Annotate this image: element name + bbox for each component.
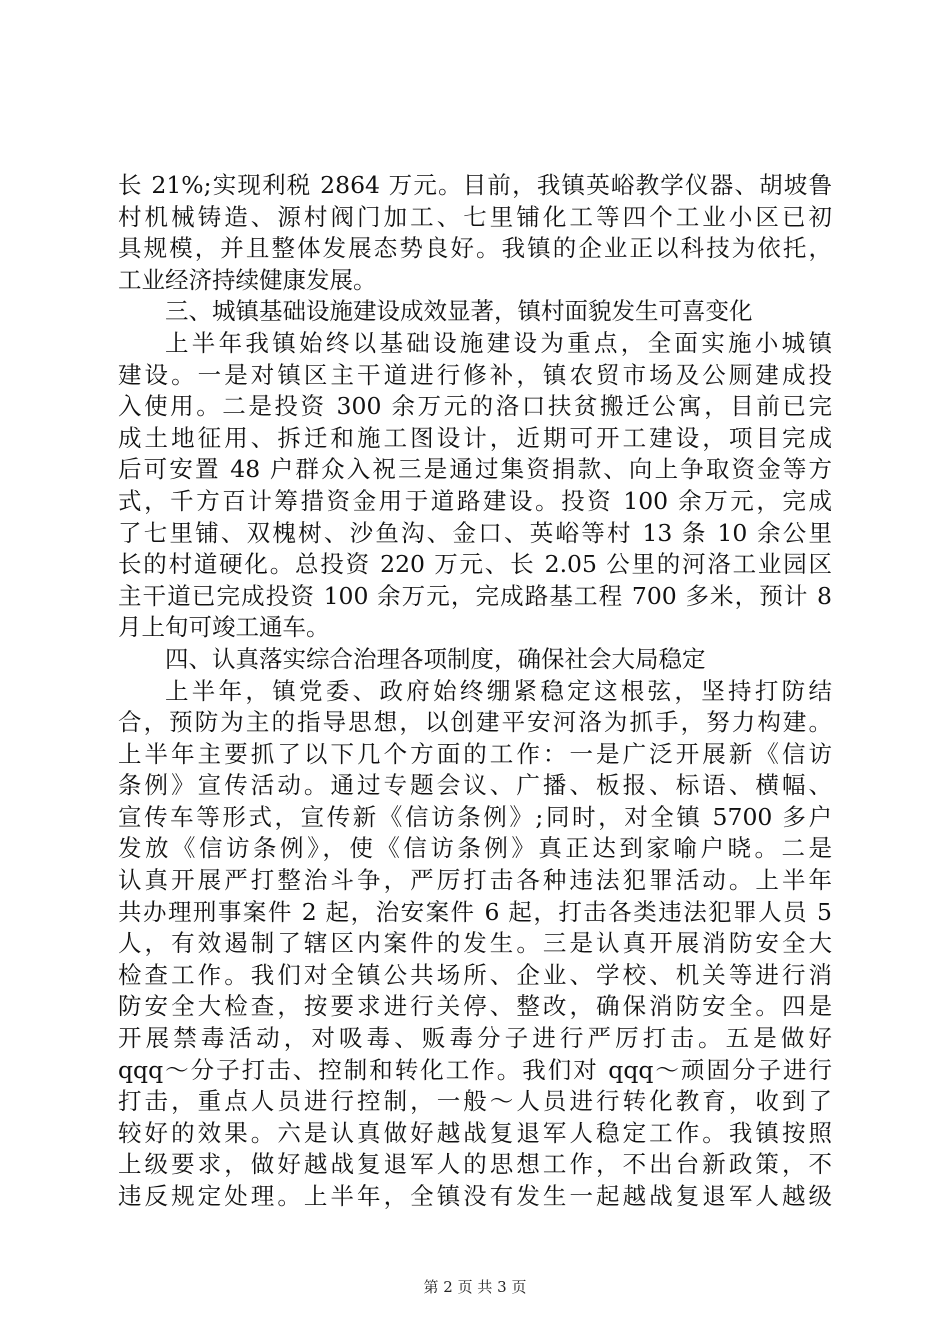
text-line: 长 21%;实现利税 2864 万元。目前，我镇英峪教学仪器、胡坡鲁 [118, 171, 832, 199]
text-line: 了七里铺、双槐树、沙鱼沟、金口、英峪等村 13 条 10 余公里 [118, 518, 832, 547]
text-line: 违反规定处理。上半年，全镇没有发生一起越战复退军人越级 [118, 1182, 832, 1210]
document-body [118, 170, 832, 1213]
text-line: 开展禁毒活动，对吸毒、贩毒分子进行严厉打击。五是做好 [118, 1024, 832, 1053]
text-line: 上级要求，做好越战复退军人的思想工作，不出台新政策，不 [118, 1150, 832, 1179]
text-line: 宣传车等形式，宣传新《信访条例》;同时，对全镇 5700 多户 [118, 802, 832, 831]
text-line: qqq～分子打击、控制和转化工作。我们对 qqq～顽固分子进行 [118, 1055, 832, 1084]
page-footer: 第 2 页 共 3 页 [423, 1278, 527, 1296]
section-heading: 四、认真落实综合治理各项制度，确保社会大局稳定 [165, 644, 706, 673]
section-heading: 三、城镇基础设施建设成效显著，镇村面貌发生可喜变化 [165, 297, 753, 326]
text-line: 发放《信访条例》，使《信访条例》真正达到家喻户晓。二是 [118, 834, 832, 863]
text-line: 共办理刑事案件 2 起，治安案件 6 起，打击各类违法犯罪人员 5 [118, 897, 832, 926]
text-line: 工业经济持续健康发展。 [118, 265, 377, 294]
text-line: 认真开展严打整治斗争，严厉打击各种违法犯罪活动。上半年 [118, 866, 832, 895]
text-line: 具规模，并且整体发展态势良好。我镇的企业正以科技为依托， [118, 234, 832, 263]
text-line: 打击，重点人员进行控制，一般～人员进行转化教育，收到了 [118, 1087, 832, 1116]
text-line: 较好的效果。六是认真做好越战复退军人稳定工作。我镇按照 [118, 1118, 832, 1147]
text-line: 上半年，镇党委、政府始终绷紧稳定这根弦，坚持打防结 [165, 676, 832, 705]
text-line: 月上旬可竣工通车。 [118, 613, 330, 642]
text-line: 人，有效遏制了辖区内案件的发生。三是认真开展消防安全大 [118, 929, 832, 958]
text-line: 条例》宣传活动。通过专题会议、广播、板报、标语、横幅、 [118, 771, 832, 800]
text-line: 建设。一是对镇区主干道进行修补，镇农贸市场及公厕建成投 [118, 360, 832, 389]
text-line: 合，预防为主的指导思想，以创建平安河洛为抓手，努力构建。 [118, 708, 832, 737]
text-line: 防安全大检查，按要求进行关停、整改，确保消防安全。四是 [118, 992, 832, 1021]
text-line: 入使用。二是投资 300 余万元的洛口扶贫搬迁公寓，目前已完 [118, 392, 832, 421]
text-line: 后可安置 48 户群众入祝三是通过集资捐款、向上争取资金等方 [118, 455, 832, 484]
text-line: 村机械铸造、源村阀门加工、七里铺化工等四个工业小区已初 [118, 202, 832, 231]
text-line: 检查工作。我们对全镇公共场所、企业、学校、机关等进行消 [118, 960, 832, 989]
text-line: 上半年主要抓了以下几个方面的工作：一是广泛开展新《信访 [118, 739, 832, 768]
text-line: 式，千方百计筹措资金用于道路建设。投资 100 余万元，完成 [118, 486, 832, 515]
text-line: 主干道已完成投资 100 余万元，完成路基工程 700 多米，预计 8 [118, 581, 832, 610]
text-line: 成土地征用、拆迁和施工图设计，近期可开工建设，项目完成 [118, 423, 832, 452]
text-line: 上半年我镇始终以基础设施建设为重点，全面实施小城镇 [165, 328, 832, 357]
text-line: 长的村道硬化。总投资 220 万元、长 2.05 公里的河洛工业园区 [118, 550, 832, 579]
